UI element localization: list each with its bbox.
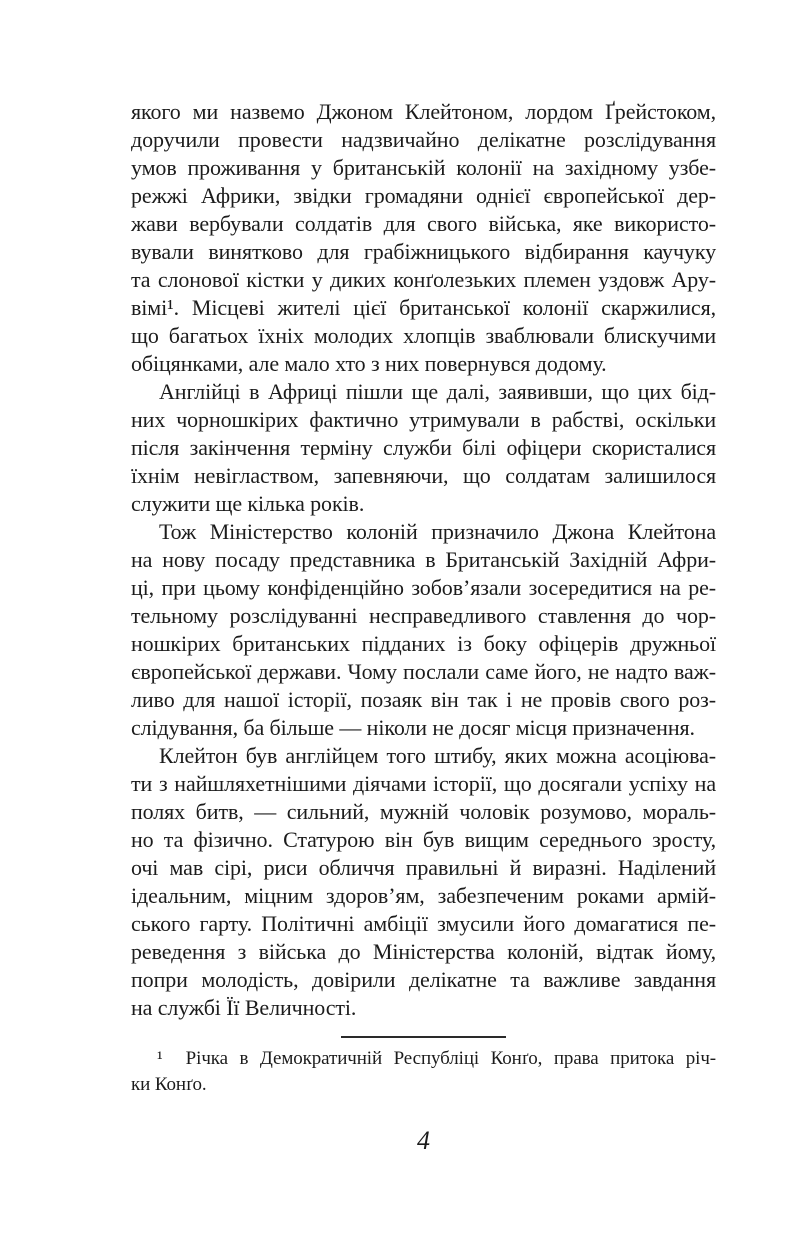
footnote-line: ¹ Річка в Демократичній Республіці Конґо, права притока річ- — [157, 1048, 716, 1069]
text-line: них чорношкірих фактично утримували в рабстві, оскільки — [131, 407, 716, 432]
text-line: ти з найшляхетнішими діячами історії, що досягали успіху на — [131, 771, 716, 796]
paragraph — [131, 378, 716, 518]
text-line: Тож Міністерство колоній призначило Джона Клейтона — [159, 519, 716, 544]
footnote-separator — [341, 1036, 506, 1038]
paragraph — [131, 98, 716, 378]
text-line: європейської держави. Чому послали саме його, не надто важ- — [131, 659, 716, 684]
text-line: на службі Її Величності. — [131, 995, 357, 1020]
text-line: після закінчення терміну служби білі офіцери скористалися — [131, 435, 716, 460]
text-line: очі мав сірі, риси обличчя правильні й виразні. Наділений — [131, 855, 716, 880]
text-line: ського гарту. Політичні амбіції змусили його домагатися пе- — [131, 911, 716, 936]
text-line: реведення з війська до Міністерства колоній, відтак йому, — [131, 939, 716, 964]
text-line: їхнім невіглаством, запевняючи, що солдатам залишилося — [131, 463, 716, 488]
text-line: Англійці в Африці пішли ще далі, заявивши, що цих бід- — [159, 379, 716, 404]
text-line: служити ще кілька років. — [131, 491, 365, 516]
paragraph — [131, 742, 716, 1022]
text-line: полях битв, — сильний, мужній чоловік розумово, мораль- — [131, 799, 716, 824]
text-line: Клейтон був англійцем того штибу, яких можна асоціюва- — [159, 743, 716, 768]
text-line: вували винятково для грабіжницького відбирання каучуку — [131, 239, 716, 264]
text-line: тельному розслідуванні несправедливого ставлення до чор- — [131, 603, 716, 628]
text-line: но та фізично. Статурою він був вищим середнього зросту, — [131, 827, 716, 852]
text-line: жави вербували солдатів для свого війська, яке використо- — [131, 211, 716, 236]
text-line: ливо для нашої історії, позаяк він так і не провів свого роз- — [131, 687, 716, 712]
text-line-with-footnote-ref: вімі¹. Місцеві жителі цієї британської колонії скаржилися, — [131, 295, 716, 320]
text-line: попри молодість, довірили делікатне та важливе завдання — [131, 967, 716, 992]
text-line: доручили провести надзвичайно делікатне розслідування — [131, 127, 716, 152]
footnote-line: ки Конґо. — [131, 1074, 207, 1095]
paragraph — [131, 518, 716, 742]
text-line: обіцянками, але мало хто з них повернувся додому. — [131, 351, 607, 376]
text-line: ідеальним, міцним здоров’ям, забезпеченим роками армій- — [131, 883, 716, 908]
text-line: ношкірих британських підданих із боку офіцерів дружньої — [131, 631, 716, 656]
text-line: ці, при цьому конфіденційно зобов’язали зосередитися на ре- — [131, 575, 716, 600]
text-line: режжі Африки, звідки громадяни однієї європейської дер- — [131, 183, 716, 208]
text-line: слідування, ба більше — ніколи не досяг місця призначення. — [131, 715, 695, 740]
footnote — [131, 1046, 716, 1098]
text-line: якого ми назвемо Джоном Клейтоном, лордом Ґрейстоком, — [131, 99, 716, 124]
text-line: що багатьох їхніх молодих хлопців зваблювали блискучими — [131, 323, 716, 348]
text-line: умов проживання у британській колонії на західному узбе- — [131, 155, 716, 180]
text-block — [131, 98, 716, 1156]
text-line: на нову посаду представника в Британській Західній Афри- — [131, 547, 716, 572]
text-line: та слонової кістки у диких конґолезьких племен уздовж Ару- — [131, 267, 716, 292]
page-number: 4 — [417, 1126, 430, 1155]
